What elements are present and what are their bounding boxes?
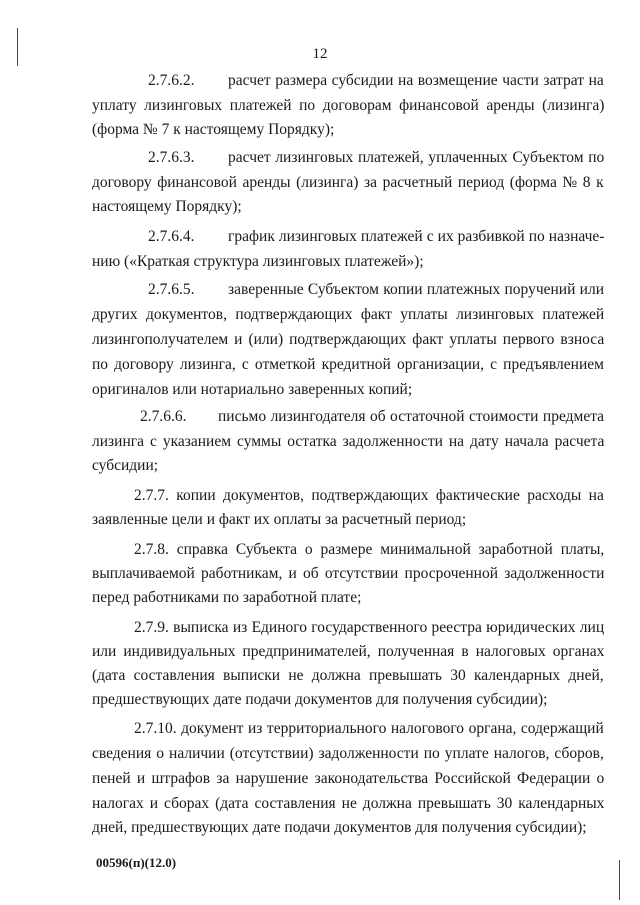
- paragraph-line: расчет размера субсидии на возмещение части затрат на: [228, 72, 604, 89]
- paragraph-line: договору финансовой аренды (лизинга) за расчетный период (форма № 8 к: [92, 174, 604, 191]
- scan-edge-mark-bottom: [619, 860, 620, 900]
- paragraph-line: 2.7.9. выписка из Единого государственного реестра юридических лиц: [134, 619, 605, 636]
- paragraph-line: (дата составления выписки не должна превышать 30 календарных дней,: [92, 667, 604, 684]
- paragraph-line: 2.7.10. документ из территориального налогового органа, содержащий: [134, 720, 604, 737]
- document-footer-code: 00596(п)(12.0): [96, 855, 177, 870]
- paragraph-line: заявленные цели и факт их оплаты за расчетный период;: [92, 511, 467, 528]
- paragraph-line: график лизинговых платежей с их разбивкой по назначе-: [228, 228, 605, 245]
- paragraph-line: пеней и штрафов за нарушение законодательства Российской Федерации о: [92, 770, 605, 787]
- paragraph-line: (форма № 7 к настоящему Порядку);: [92, 121, 335, 138]
- paragraph-line: предшествующих дате подачи документов для получения субсидии);: [92, 691, 548, 708]
- paragraph-line: по договору лизинга, с отметкой кредитной организации, с предъявлением: [92, 356, 604, 373]
- paragraph-line: других документов, подтверждающих факт уплаты лизинговых платежей: [92, 306, 605, 323]
- paragraph-number: 2.7.6.3.: [148, 149, 195, 166]
- paragraph-line: сведения о наличии (отсутствии) задолженности по уплате налогов, сборов,: [92, 745, 604, 762]
- page-number: 12: [312, 46, 328, 62]
- paragraph-line: налогах и сборах (дата составления не должна превышать 30 календарных: [92, 795, 605, 812]
- paragraph-line: субсидии;: [92, 457, 159, 474]
- paragraph-number: 2.7.6.4.: [148, 228, 195, 245]
- paragraph-line: лизингополучателем и (или) подтверждающих факт уплаты первого взноса: [92, 331, 605, 348]
- paragraph-line: уплату лизинговых платежей по договорам финансовой аренды (лизинга): [92, 97, 605, 114]
- paragraph-line: заверенные Субъектом копии платежных поручений или: [228, 281, 604, 298]
- paragraph-line: 2.7.8. справка Субъекта о размере минимальной заработной платы,: [134, 541, 605, 558]
- paragraph-line: перед работниками по заработной плате;: [92, 589, 362, 606]
- paragraph-line: лизинга с указанием суммы остатка задолженности на дату начала расчета: [92, 433, 605, 450]
- paragraph-line: настоящему Порядку);: [92, 198, 242, 215]
- paragraph-number: 2.7.6.5.: [148, 281, 195, 298]
- paragraph-line: нию («Краткая структура лизинговых платежей»);: [92, 253, 424, 270]
- paragraph-line: или индивидуальных предпринимателей, полученная в налоговых органах: [92, 643, 605, 660]
- paragraph-number: 2.7.6.2.: [148, 72, 195, 89]
- paragraph-line: письмо лизингодателя об остаточной стоимости предмета: [218, 408, 605, 425]
- paragraph-number: 2.7.6.6.: [140, 408, 187, 425]
- paragraph-line: выплачиваемой работникам, и об отсутствии просроченной задолженности: [92, 565, 605, 582]
- paragraph-line: расчет лизинговых платежей, уплаченных Субъектом по: [228, 149, 605, 166]
- paragraph-line: 2.7.7. копии документов, подтверждающих фактические расходы на: [134, 487, 604, 504]
- paragraph-line: оригиналов или нотариально заверенных копий;: [92, 381, 413, 398]
- paragraph-line: дней, предшествующих дате подачи документов для получения субсидии);: [92, 819, 587, 836]
